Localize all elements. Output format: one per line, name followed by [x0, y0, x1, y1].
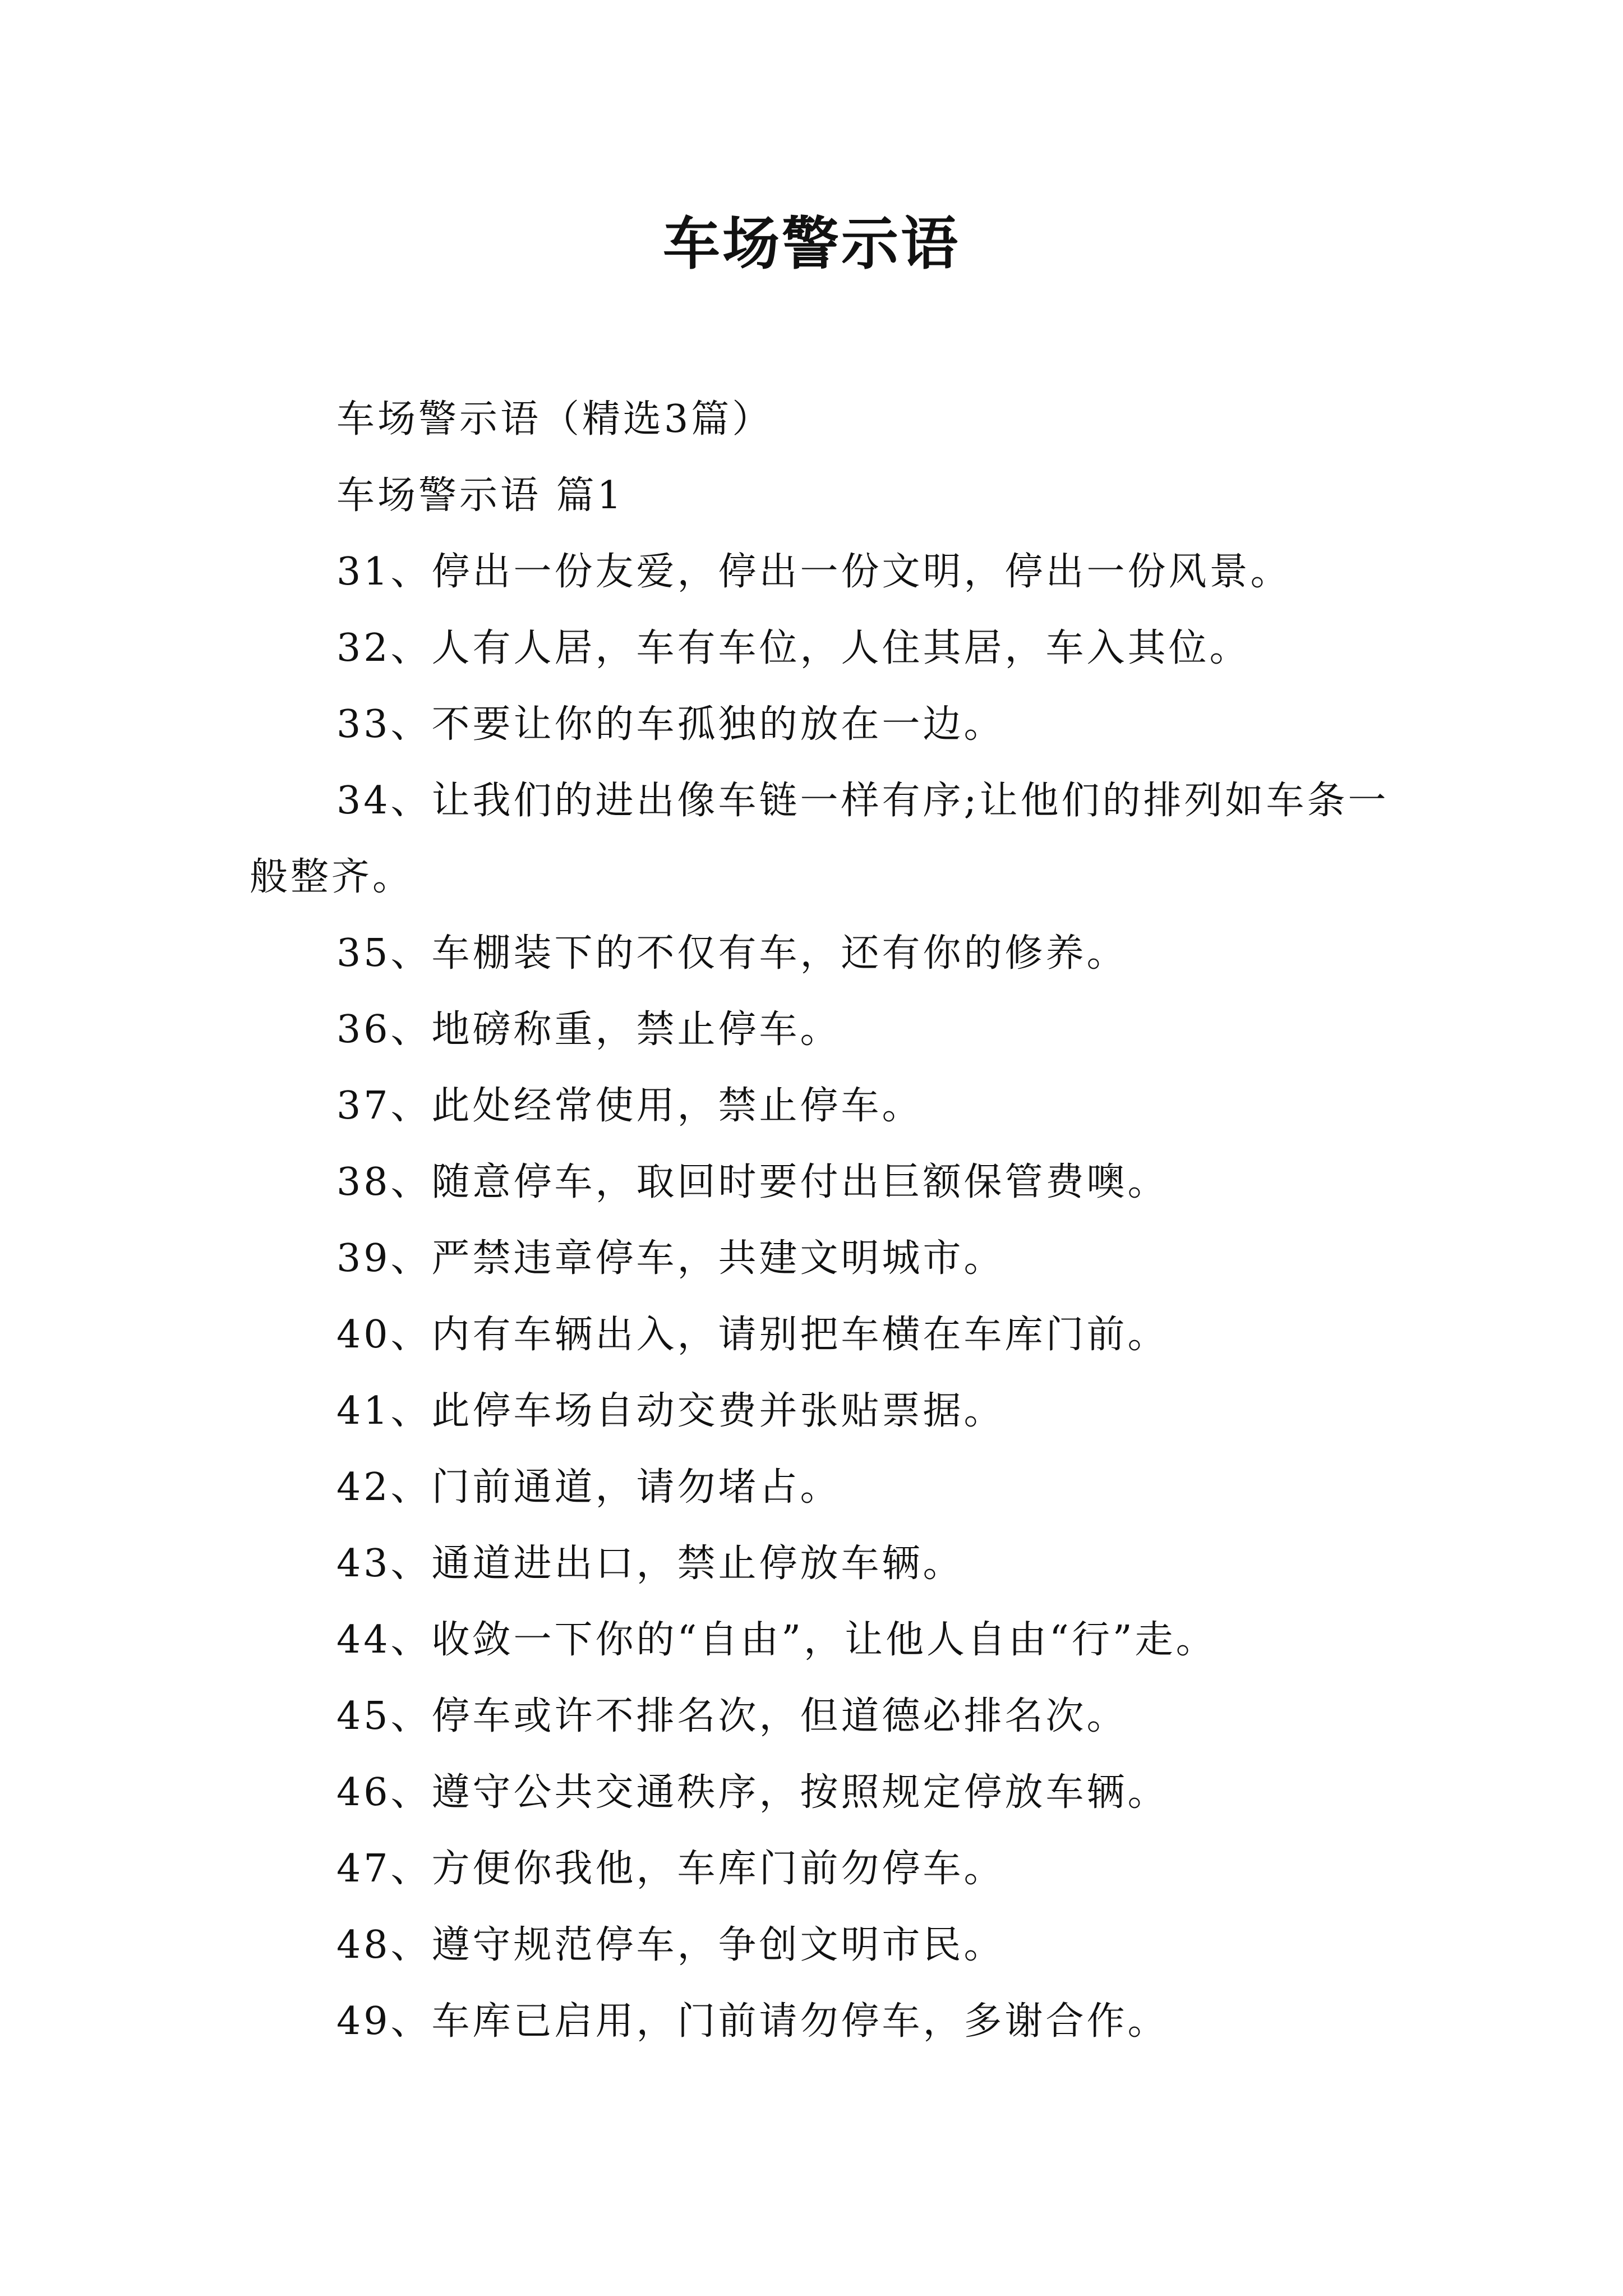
list-item: 31、停出一份友爱，停出一份文明，停出一份风景。	[336, 550, 1292, 594]
paragraph-section-heading: 车场警示语 篇1	[336, 473, 624, 518]
list-item: 33、不要让你的车孤独的放在一边。	[336, 702, 1005, 747]
list-item: 42、门前通道，请勿堵占。	[336, 1465, 841, 1510]
list-item: 48、遵守规范停车，争创文明市民。	[336, 1923, 1005, 1967]
document-title: 车场警示语	[663, 210, 960, 278]
list-item: 36、地磅称重，禁止停车。	[336, 1007, 841, 1052]
list-item: 49、车库已启用，门前请勿停车，多谢合作。	[336, 1999, 1169, 2044]
document-body	[250, 381, 1391, 2060]
list-item: 37、此处经常使用，禁止停车。	[336, 1084, 923, 1128]
list-item: 32、人有人居，车有车位，人住其居，车入其位。	[336, 626, 1251, 670]
list-item: 41、此停车场自动交费并张贴票据。	[336, 1389, 1005, 1433]
list-item: 43、通道进出口，禁止停放车辆。	[336, 1542, 964, 1586]
list-item: 45、停车或许不排名次，但道德必排名次。	[336, 1694, 1128, 1738]
list-item: 34、让我们的进出像车链一样有序;让他们的排列如车条一般整齐。	[250, 779, 1389, 899]
list-item: 38、随意停车，取回时要付出巨额保管费噢。	[336, 1160, 1169, 1204]
list-item: 35、车棚装下的不仅有车，还有你的修养。	[336, 931, 1128, 976]
paragraph-subtitle: 车场警示语（精选3篇）	[336, 397, 773, 441]
list-item: 47、方便你我他，车库门前勿停车。	[336, 1847, 1005, 1891]
list-item: 39、严禁违章停车，共建文明城市。	[336, 1236, 1005, 1281]
list-item: 46、遵守公共交通秩序，按照规定停放车辆。	[336, 1770, 1169, 1815]
list-item: 40、内有车辆出入，请别把车横在车库门前。	[336, 1313, 1169, 1357]
list-item: 44、收敛一下你的“自由”，让他人自由“行”走。	[336, 1618, 1217, 1662]
